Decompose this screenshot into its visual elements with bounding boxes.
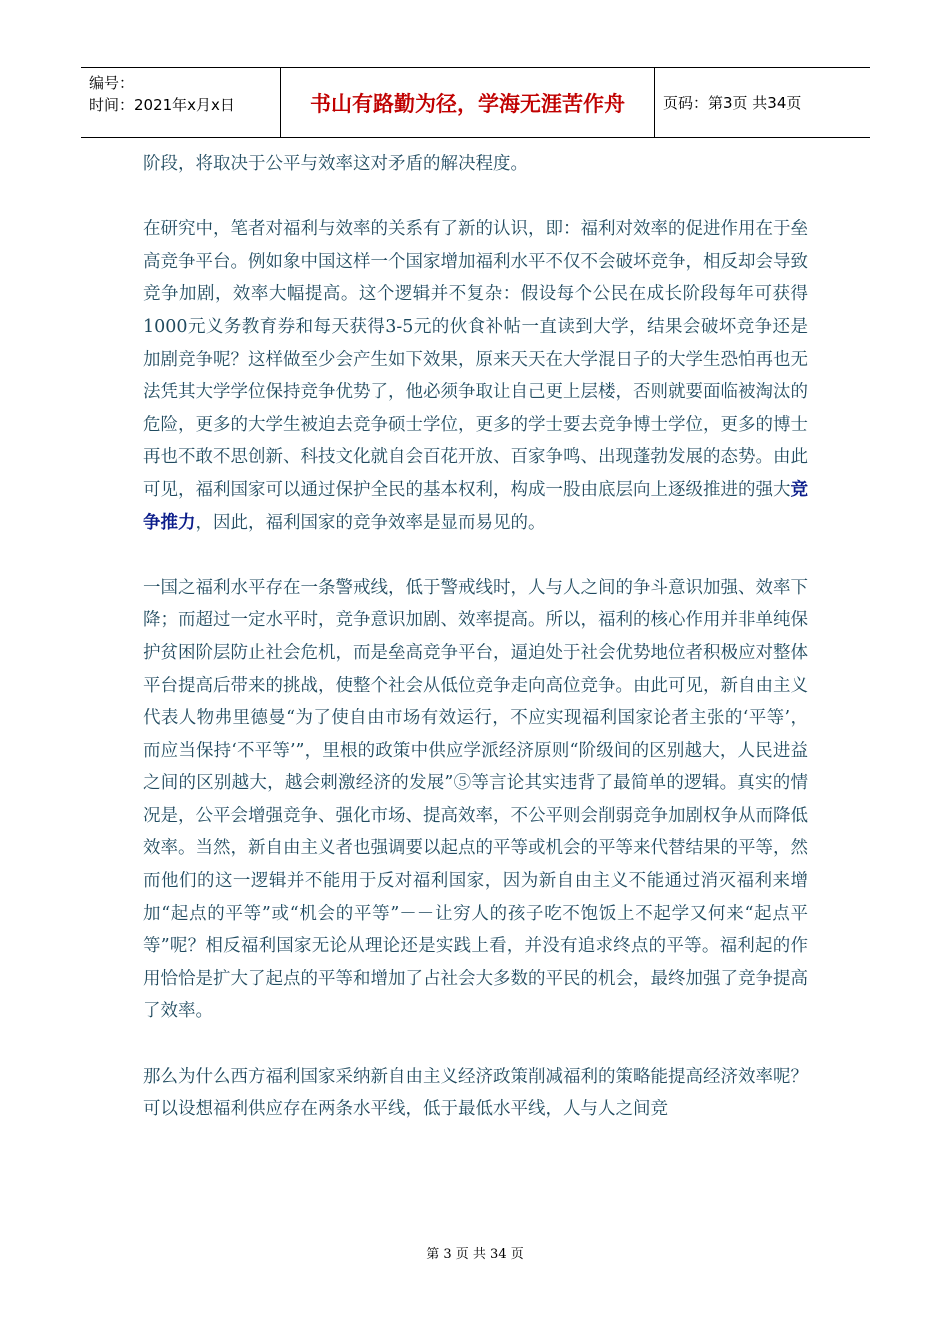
page-footer: 第 3 页 共 34 页 bbox=[426, 1247, 524, 1262]
header-meta bbox=[81, 68, 281, 137]
paragraph-2-text: 在研究中，笔者对福利与效率的关系有了新的认识，即：福利对效率的促进作用在于垒高竞争平台。例如象中国这样一个国家增加福利水平不仅不会破坏竞争，相反却会导致竞争加剧，效率大幅提高。这个逻辑并不复杂：假设每个公民在成长阶段每年可获得1000元义务教育券和每天获得3-5元的伙食补帖一直读到大学，结果会破坏竞争还是加剧竞争呢？这样做至少会产生如下效果，原来天天在大学混日子的大学生恐怕再也无法凭其大学学位保持竞争优势了，他必须争取让自己更上层楼，否则就要面临被淘汰的危险，更多的大学生被迫去竞争硕士学位，更多的学士要去竞争博士学位，更多的博士再也不敢不思创新、科技文化就自会百花开放、百家争鸣、出现蓬勃发展的态势。由此可见，福利国家可以通过保护全民的基本权利，构成一股由底层向上逐级推进的强大 bbox=[143, 219, 808, 500]
doc-date-label: 时间：2021年x月x日 bbox=[89, 96, 235, 114]
header-motto: 书山有路勤为径，学海无涯苦作舟 bbox=[281, 68, 655, 137]
emphasis-term: 竞争推力 bbox=[143, 479, 808, 533]
doc-number-label: 编号： bbox=[89, 74, 135, 92]
document-body bbox=[143, 148, 808, 1158]
paragraph-2 bbox=[143, 213, 808, 539]
page-header bbox=[81, 67, 870, 138]
paragraph-3: 一国之福利水平存在一条警戒线，低于警戒线时，人与人之间的争斗意识加强、效率下降；而超过一定水平时，竞争意识加剧、效率提高。所以，福利的核心作用并非单纯保护贫困阶层防止社会危机，而是垒高竞争平台，逼迫处于社会优势地位者积极应对整体平台提高后带来的挑战，使整个社会从低位竞争走向高位竞争。由此可见，新自由主义代表人物弗里德曼“为了使自由市场有效运行，不应实现福利国家论者主张的‘平等’，而应当保持‘不平等’”，里根的政策中供应学派经济原则“阶级间的区别越大，人民进益之间的区别越大，越会刺激经济的发展”⑤等言论其实违背了最简单的逻辑。真实的情况是，公平会增强竞争、强化市场、提高效率，不公平则会削弱竞争加剧权争从而降低效率。当然，新自由主义者也强调要以起点的平等或机会的平等来代替结果的平等，然而他们的这一逻辑并不能用于反对福利国家，因为新自由主义不能通过消灭福利来增加“起点的平等”或“机会的平等”－－让穷人的孩子吃不饱饭上不起学又何来“起点平等”呢？相反福利国家无论从理论还是实践上看，并没有追求终点的平等。福利起的作用恰恰是扩大了起点的平等和增加了占社会大多数的平民的机会，最终加强了竞争提高了效率。 bbox=[143, 577, 808, 1022]
paragraph-1: 阶段，将取决于公平与效率这对矛盾的解决程度。 bbox=[143, 154, 528, 174]
header-page-info: 页码：第3页 共34页 bbox=[663, 94, 802, 112]
paragraph-2-tail: ，因此，福利国家的竞争效率是显而易见的。 bbox=[195, 512, 546, 533]
paragraph-4: 那么为什么西方福利国家采纳新自由主义经济政策削减福利的策略能提高经济效率呢？可以设想福利供应存在两条水平线，低于最低水平线，人与人之间竞 bbox=[143, 1066, 808, 1120]
